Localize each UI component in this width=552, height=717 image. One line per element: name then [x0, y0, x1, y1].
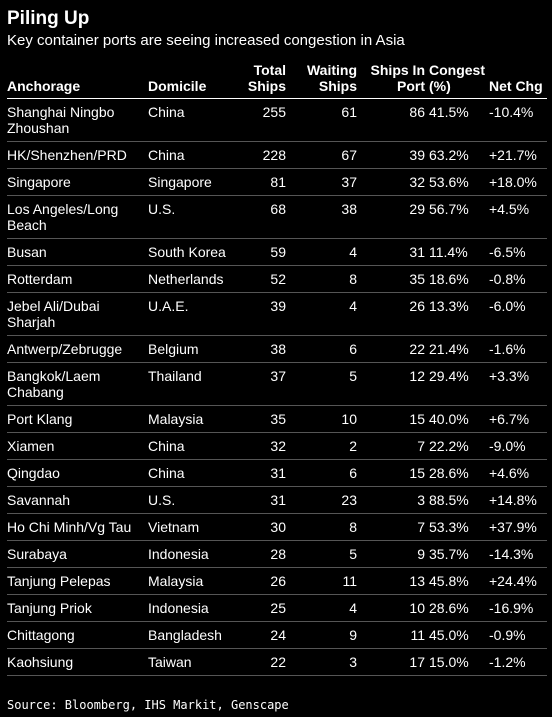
waiting-ships-cell: 8 [286, 266, 357, 293]
net-chg-cell: +24.4% [489, 568, 547, 595]
net-chg-cell: +3.3% [489, 363, 547, 406]
domicile-cell: Thailand [148, 363, 236, 406]
ships-in-port-cell: 15 [357, 460, 425, 487]
anchorage-cell: Chittagong [7, 622, 148, 649]
total-ships-cell: 24 [236, 622, 286, 649]
total-ships-cell: 68 [236, 196, 286, 239]
ships-in-port-cell: 15 [357, 406, 425, 433]
waiting-ships-cell: 4 [286, 293, 357, 336]
table-row [7, 196, 547, 239]
total-ships-cell: 30 [236, 514, 286, 541]
domicile-cell: China [148, 142, 236, 169]
net-chg-cell: +18.0% [489, 169, 547, 196]
table-row [7, 363, 547, 406]
total-ships-cell: 28 [236, 541, 286, 568]
table-row [7, 487, 547, 514]
congest-cell: 11.4% [425, 239, 489, 266]
anchorage-cell: Xiamen [7, 433, 148, 460]
waiting-ships-cell: 10 [286, 406, 357, 433]
table-row [7, 406, 547, 433]
table-header [7, 59, 547, 99]
ships-in-port-cell: 3 [357, 487, 425, 514]
domicile-cell: U.S. [148, 487, 236, 514]
net-chg-cell: +6.7% [489, 406, 547, 433]
ships-in-port-cell: 32 [357, 169, 425, 196]
anchorage-cell: Shanghai Ningbo Zhoushan [7, 99, 148, 142]
congest-cell: 63.2% [425, 142, 489, 169]
net-chg-cell: -16.9% [489, 595, 547, 622]
column-header-waiting-ships: Waiting Ships [286, 59, 357, 99]
waiting-ships-cell: 2 [286, 433, 357, 460]
congest-cell: 18.6% [425, 266, 489, 293]
domicile-cell: U.A.E. [148, 293, 236, 336]
total-ships-cell: 31 [236, 487, 286, 514]
waiting-ships-cell: 6 [286, 460, 357, 487]
net-chg-cell: -6.5% [489, 239, 547, 266]
anchorage-cell: Singapore [7, 169, 148, 196]
ships-in-port-cell: 39 [357, 142, 425, 169]
table-row [7, 293, 547, 336]
ships-in-port-cell: 9 [357, 541, 425, 568]
net-chg-cell: +4.5% [489, 196, 547, 239]
congest-cell: 15.0% [425, 649, 489, 676]
waiting-ships-cell: 6 [286, 336, 357, 363]
table-row [7, 514, 547, 541]
ships-in-port-cell: 7 [357, 433, 425, 460]
waiting-ships-cell: 4 [286, 239, 357, 266]
congest-cell: 41.5% [425, 99, 489, 142]
net-chg-cell: +37.9% [489, 514, 547, 541]
table-row [7, 266, 547, 293]
total-ships-cell: 35 [236, 406, 286, 433]
congest-cell: 28.6% [425, 595, 489, 622]
anchorage-cell: Bangkok/Laem Chabang [7, 363, 148, 406]
domicile-cell: Indonesia [148, 595, 236, 622]
anchorage-cell: Qingdao [7, 460, 148, 487]
waiting-ships-cell: 3 [286, 649, 357, 676]
waiting-ships-cell: 4 [286, 595, 357, 622]
congest-cell: 45.0% [425, 622, 489, 649]
anchorage-cell: Ho Chi Minh/Vg Tau [7, 514, 148, 541]
congest-cell: 53.6% [425, 169, 489, 196]
domicile-cell: Bangladesh [148, 622, 236, 649]
net-chg-cell: +4.6% [489, 460, 547, 487]
ships-in-port-cell: 29 [357, 196, 425, 239]
total-ships-cell: 26 [236, 568, 286, 595]
domicile-cell: Vietnam [148, 514, 236, 541]
domicile-cell: Belgium [148, 336, 236, 363]
total-ships-cell: 81 [236, 169, 286, 196]
domicile-cell: Malaysia [148, 406, 236, 433]
ships-in-port-cell: 7 [357, 514, 425, 541]
ships-in-port-cell: 26 [357, 293, 425, 336]
ships-in-port-cell: 22 [357, 336, 425, 363]
congest-cell: 40.0% [425, 406, 489, 433]
waiting-ships-cell: 67 [286, 142, 357, 169]
total-ships-cell: 32 [236, 433, 286, 460]
total-ships-cell: 38 [236, 336, 286, 363]
waiting-ships-cell: 11 [286, 568, 357, 595]
congest-cell: 21.4% [425, 336, 489, 363]
total-ships-cell: 228 [236, 142, 286, 169]
table-row [7, 336, 547, 363]
column-header-anchorage: Anchorage [7, 59, 148, 99]
column-header-congest: Congest (%) [425, 59, 489, 99]
anchorage-cell: HK/Shenzhen/PRD [7, 142, 148, 169]
anchorage-cell: Kaohsiung [7, 649, 148, 676]
ships-in-port-cell: 35 [357, 266, 425, 293]
total-ships-cell: 25 [236, 595, 286, 622]
domicile-cell: U.S. [148, 196, 236, 239]
total-ships-cell: 39 [236, 293, 286, 336]
ships-in-port-cell: 11 [357, 622, 425, 649]
table-body [7, 99, 547, 676]
ships-in-port-cell: 17 [357, 649, 425, 676]
column-header-ships-in-port: Ships In Port [357, 59, 425, 99]
ships-in-port-cell: 31 [357, 239, 425, 266]
anchorage-cell: Tanjung Pelepas [7, 568, 148, 595]
anchorage-cell: Surabaya [7, 541, 148, 568]
congest-cell: 53.3% [425, 514, 489, 541]
total-ships-cell: 31 [236, 460, 286, 487]
net-chg-cell: +14.8% [489, 487, 547, 514]
total-ships-cell: 37 [236, 363, 286, 406]
table-row [7, 169, 547, 196]
domicile-cell: China [148, 433, 236, 460]
net-chg-cell: -9.0% [489, 433, 547, 460]
table-row [7, 239, 547, 266]
waiting-ships-cell: 9 [286, 622, 357, 649]
column-header-total-ships: Total Ships [236, 59, 286, 99]
domicile-cell: Malaysia [148, 568, 236, 595]
domicile-cell: China [148, 99, 236, 142]
ports-table [7, 59, 547, 676]
total-ships-cell: 52 [236, 266, 286, 293]
waiting-ships-cell: 38 [286, 196, 357, 239]
column-header-domicile: Domicile [148, 59, 236, 99]
ships-in-port-cell: 13 [357, 568, 425, 595]
waiting-ships-cell: 23 [286, 487, 357, 514]
anchorage-cell: Port Klang [7, 406, 148, 433]
waiting-ships-cell: 61 [286, 99, 357, 142]
congest-cell: 13.3% [425, 293, 489, 336]
domicile-cell: Singapore [148, 169, 236, 196]
anchorage-cell: Busan [7, 239, 148, 266]
table-row [7, 99, 547, 142]
total-ships-cell: 22 [236, 649, 286, 676]
congest-cell: 88.5% [425, 487, 489, 514]
table-row [7, 568, 547, 595]
net-chg-cell: -0.8% [489, 266, 547, 293]
total-ships-cell: 255 [236, 99, 286, 142]
net-chg-cell: +21.7% [489, 142, 547, 169]
congest-cell: 45.8% [425, 568, 489, 595]
anchorage-cell: Savannah [7, 487, 148, 514]
congest-cell: 56.7% [425, 196, 489, 239]
domicile-cell: Netherlands [148, 266, 236, 293]
ships-in-port-cell: 12 [357, 363, 425, 406]
net-chg-cell: -6.0% [489, 293, 547, 336]
chart-title: Piling Up [7, 8, 90, 29]
table-row [7, 433, 547, 460]
anchorage-cell: Jebel Ali/Dubai Sharjah [7, 293, 148, 336]
congest-cell: 35.7% [425, 541, 489, 568]
congest-cell: 22.2% [425, 433, 489, 460]
congest-cell: 28.6% [425, 460, 489, 487]
domicile-cell: Taiwan [148, 649, 236, 676]
table-row [7, 595, 547, 622]
domicile-cell: China [148, 460, 236, 487]
waiting-ships-cell: 5 [286, 541, 357, 568]
source-note: Source: Bloomberg, IHS Markit, Genscape [7, 698, 289, 712]
net-chg-cell: -0.9% [489, 622, 547, 649]
table-row [7, 622, 547, 649]
header-row [7, 59, 547, 99]
waiting-ships-cell: 5 [286, 363, 357, 406]
net-chg-cell: -1.6% [489, 336, 547, 363]
net-chg-cell: -14.3% [489, 541, 547, 568]
waiting-ships-cell: 37 [286, 169, 357, 196]
table-row [7, 649, 547, 676]
table-row [7, 142, 547, 169]
anchorage-cell: Los Angeles/Long Beach [7, 196, 148, 239]
ships-in-port-cell: 86 [357, 99, 425, 142]
waiting-ships-cell: 8 [286, 514, 357, 541]
net-chg-cell: -10.4% [489, 99, 547, 142]
domicile-cell: South Korea [148, 239, 236, 266]
anchorage-cell: Antwerp/Zebrugge [7, 336, 148, 363]
column-header-net-chg: Net Chg [489, 59, 547, 99]
anchorage-cell: Rotterdam [7, 266, 148, 293]
chart-subtitle: Key container ports are seeing increased congestion in Asia [7, 32, 405, 49]
domicile-cell: Indonesia [148, 541, 236, 568]
total-ships-cell: 59 [236, 239, 286, 266]
congest-cell: 29.4% [425, 363, 489, 406]
table-row [7, 460, 547, 487]
ships-in-port-cell: 10 [357, 595, 425, 622]
net-chg-cell: -1.2% [489, 649, 547, 676]
anchorage-cell: Tanjung Priok [7, 595, 148, 622]
table-row [7, 541, 547, 568]
